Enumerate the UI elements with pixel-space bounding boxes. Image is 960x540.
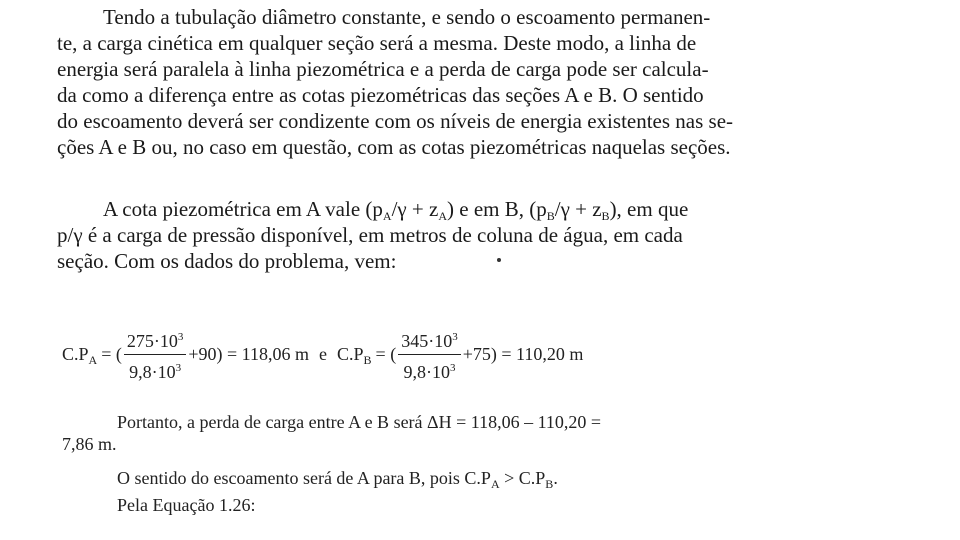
eq-open-a: = ( (101, 343, 122, 364)
fraction-a (124, 326, 187, 383)
fraction-b-denominator (400, 355, 458, 383)
paragraph1-line6: ções A e B ou, no caso em questão, com as cotas piezométricas naquelas seções. (57, 135, 731, 159)
dir-text-a: O sentido do escoamento será de A para B, pois C.P (117, 468, 491, 488)
conjunction: e (319, 343, 327, 364)
paragraph2-line1 (103, 196, 688, 225)
eq-open-b: = ( (375, 343, 397, 364)
flow-direction-line (117, 467, 558, 491)
fraction-b-numerator (398, 326, 461, 355)
cpB-label: C.P (337, 343, 364, 364)
dir-sub-b: B (545, 477, 554, 491)
fracB-num-exp: 3 (452, 330, 458, 343)
p2-sub-a2: A (438, 209, 448, 223)
equation-reference: Pela Equação 1.26: (117, 495, 256, 515)
fracB-num: 345·10 (401, 330, 453, 351)
dir-sub-a: A (490, 477, 500, 491)
fracA-num-exp: 3 (177, 330, 184, 343)
termA: +90) = 118,06 m (188, 343, 309, 364)
fracA-den-exp: 3 (175, 361, 182, 374)
head-loss-line2: 7,86 m. (62, 434, 117, 454)
paragraph2-line3: seção. Com os dados do problema, vem: (57, 249, 397, 273)
fracB-den-exp: 3 (449, 361, 456, 374)
p2-sub-b2: B (601, 209, 610, 223)
cpA-label: C.P (62, 343, 89, 364)
p2-text-b: /γ + z (391, 197, 439, 221)
paragraph1-line5: do escoamento deverá ser condizente com os níveis de energia existentes nas se- (57, 109, 734, 133)
cpB-sub: B (363, 352, 372, 367)
paragraph1-line1: Tendo a tubulação diâmetro constante, e sendo o escoamento permanen- (103, 5, 711, 29)
fracA-den: 9,8·10 (129, 361, 176, 382)
p2-sub-b: B (546, 209, 555, 223)
dir-text-c: . (553, 468, 558, 488)
fracA-num: 275·10 (126, 330, 178, 351)
stray-dot (497, 258, 501, 262)
fraction-a-denominator (126, 355, 184, 383)
piezometric-equation (62, 322, 583, 386)
fracB-den: 9,8·10 (403, 361, 450, 382)
fraction-a-numerator (124, 326, 187, 355)
paragraph1-line2: te, a carga cinética em qualquer seção será a mesma. Deste modo, a linha de (57, 31, 697, 55)
p2-text-a: A cota piezométrica em A vale (p (103, 197, 383, 221)
cpA-sub: A (88, 352, 98, 367)
paragraph2-line2: p/γ é a carga de pressão disponível, em metros de coluna de água, em cada (57, 223, 683, 247)
p2-text-c: ) e em B, (p (447, 197, 547, 221)
paragraph1-line3: energia será paralela à linha piezométrica e a perda de carga pode ser calcula- (57, 57, 709, 81)
p2-text-d: /γ + z (554, 197, 602, 221)
dir-text-b: > C.P (499, 468, 546, 488)
p2-text-e: ), em que (609, 197, 689, 221)
termB: +75) = 110,20 m (462, 343, 584, 364)
head-loss-line1: Portanto, a perda de carga entre A e B será ΔH = 118,06 – 110,20 = (117, 412, 602, 432)
fraction-b (398, 326, 461, 383)
paragraph1-line4: da como a diferença entre as cotas piezométricas das seções A e B. O sentido (57, 83, 704, 107)
p2-sub-a: A (382, 209, 392, 223)
